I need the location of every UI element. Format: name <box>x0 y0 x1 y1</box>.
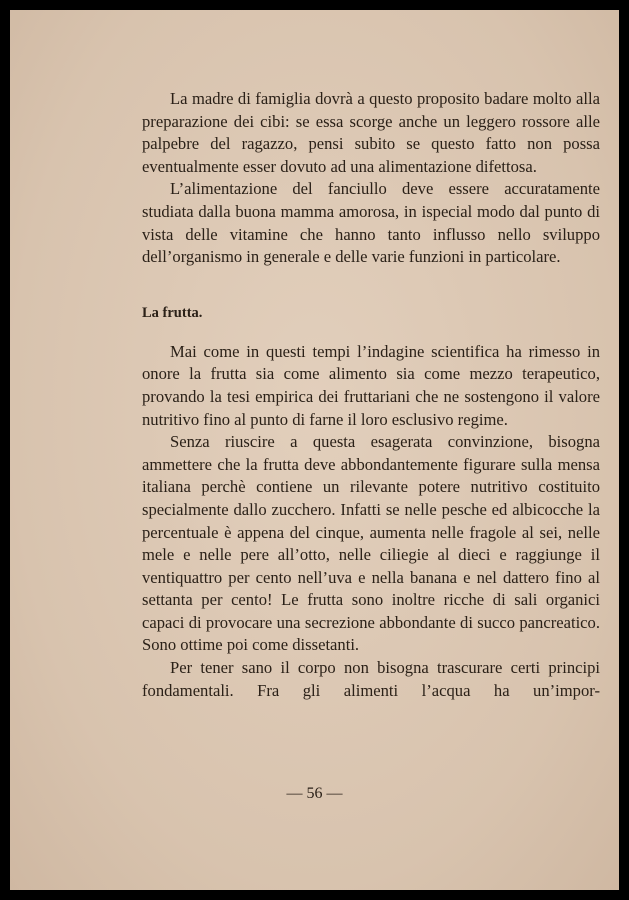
section-heading: La frutta. <box>142 304 203 321</box>
book-page <box>10 10 619 890</box>
page-number: — 56 — <box>286 785 343 802</box>
paragraph-2: L’alimentazione del fanciullo deve essere accuratamente studiata dalla buona mamma amorosa, in ispecial modo dal punto di vista delle vitamine che hanno tanto influsso nello sviluppo dell’organismo in generale e delle varie funzioni in particolare. <box>142 179 600 267</box>
page-body <box>142 88 600 702</box>
paragraph-5: Per tener sano il corpo non bisogna trascurare certi principi fondamentali. Fra gli alimenti l’acqua ha un’impor- <box>142 658 600 700</box>
paragraph-3: Mai come in questi tempi l’indagine scientifica ha rimesso in onore la frutta sia come alimento sia come mezzo terapeutico, provando la tesi empirica dei fruttariani che ne sostengono il valore nutritivo fino al punto di farne il loro esclusivo regime. <box>142 341 600 429</box>
paragraph-4: Senza riuscire a questa esagerata convinzione, bisogna ammettere che la frutta deve abbondantemente figurare sulla mensa italiana perchè contiene un rilevante potere nutritivo costituito specialmente dallo zucchero. Infatti se nelle pesche ed albicocche la percentuale è appena del cinque, aumenta nelle fragole al sei, nelle mele e nelle pere all’otto, nelle ciliegie al dieci e raggiunge il ventiquattro per cento nell’uva e nella banana e nel dattero fino al settanta per cento! Le frutta sono inoltre ricche di sali organici capaci di provocare una secrezione abbondante di succo pancreatico. Sono ottime poi come dissetanti. <box>142 432 600 655</box>
section-body <box>142 341 600 703</box>
paragraph-1: La madre di famiglia dovrà a questo proposito badare molto alla preparazione dei cibi: se essa scorge anche un leggero rossore alle palpebre del ragazzo, pensi subito se questo fatto non possa eventualmente esser dovuto ad una alimentazione difettosa. <box>142 89 600 176</box>
